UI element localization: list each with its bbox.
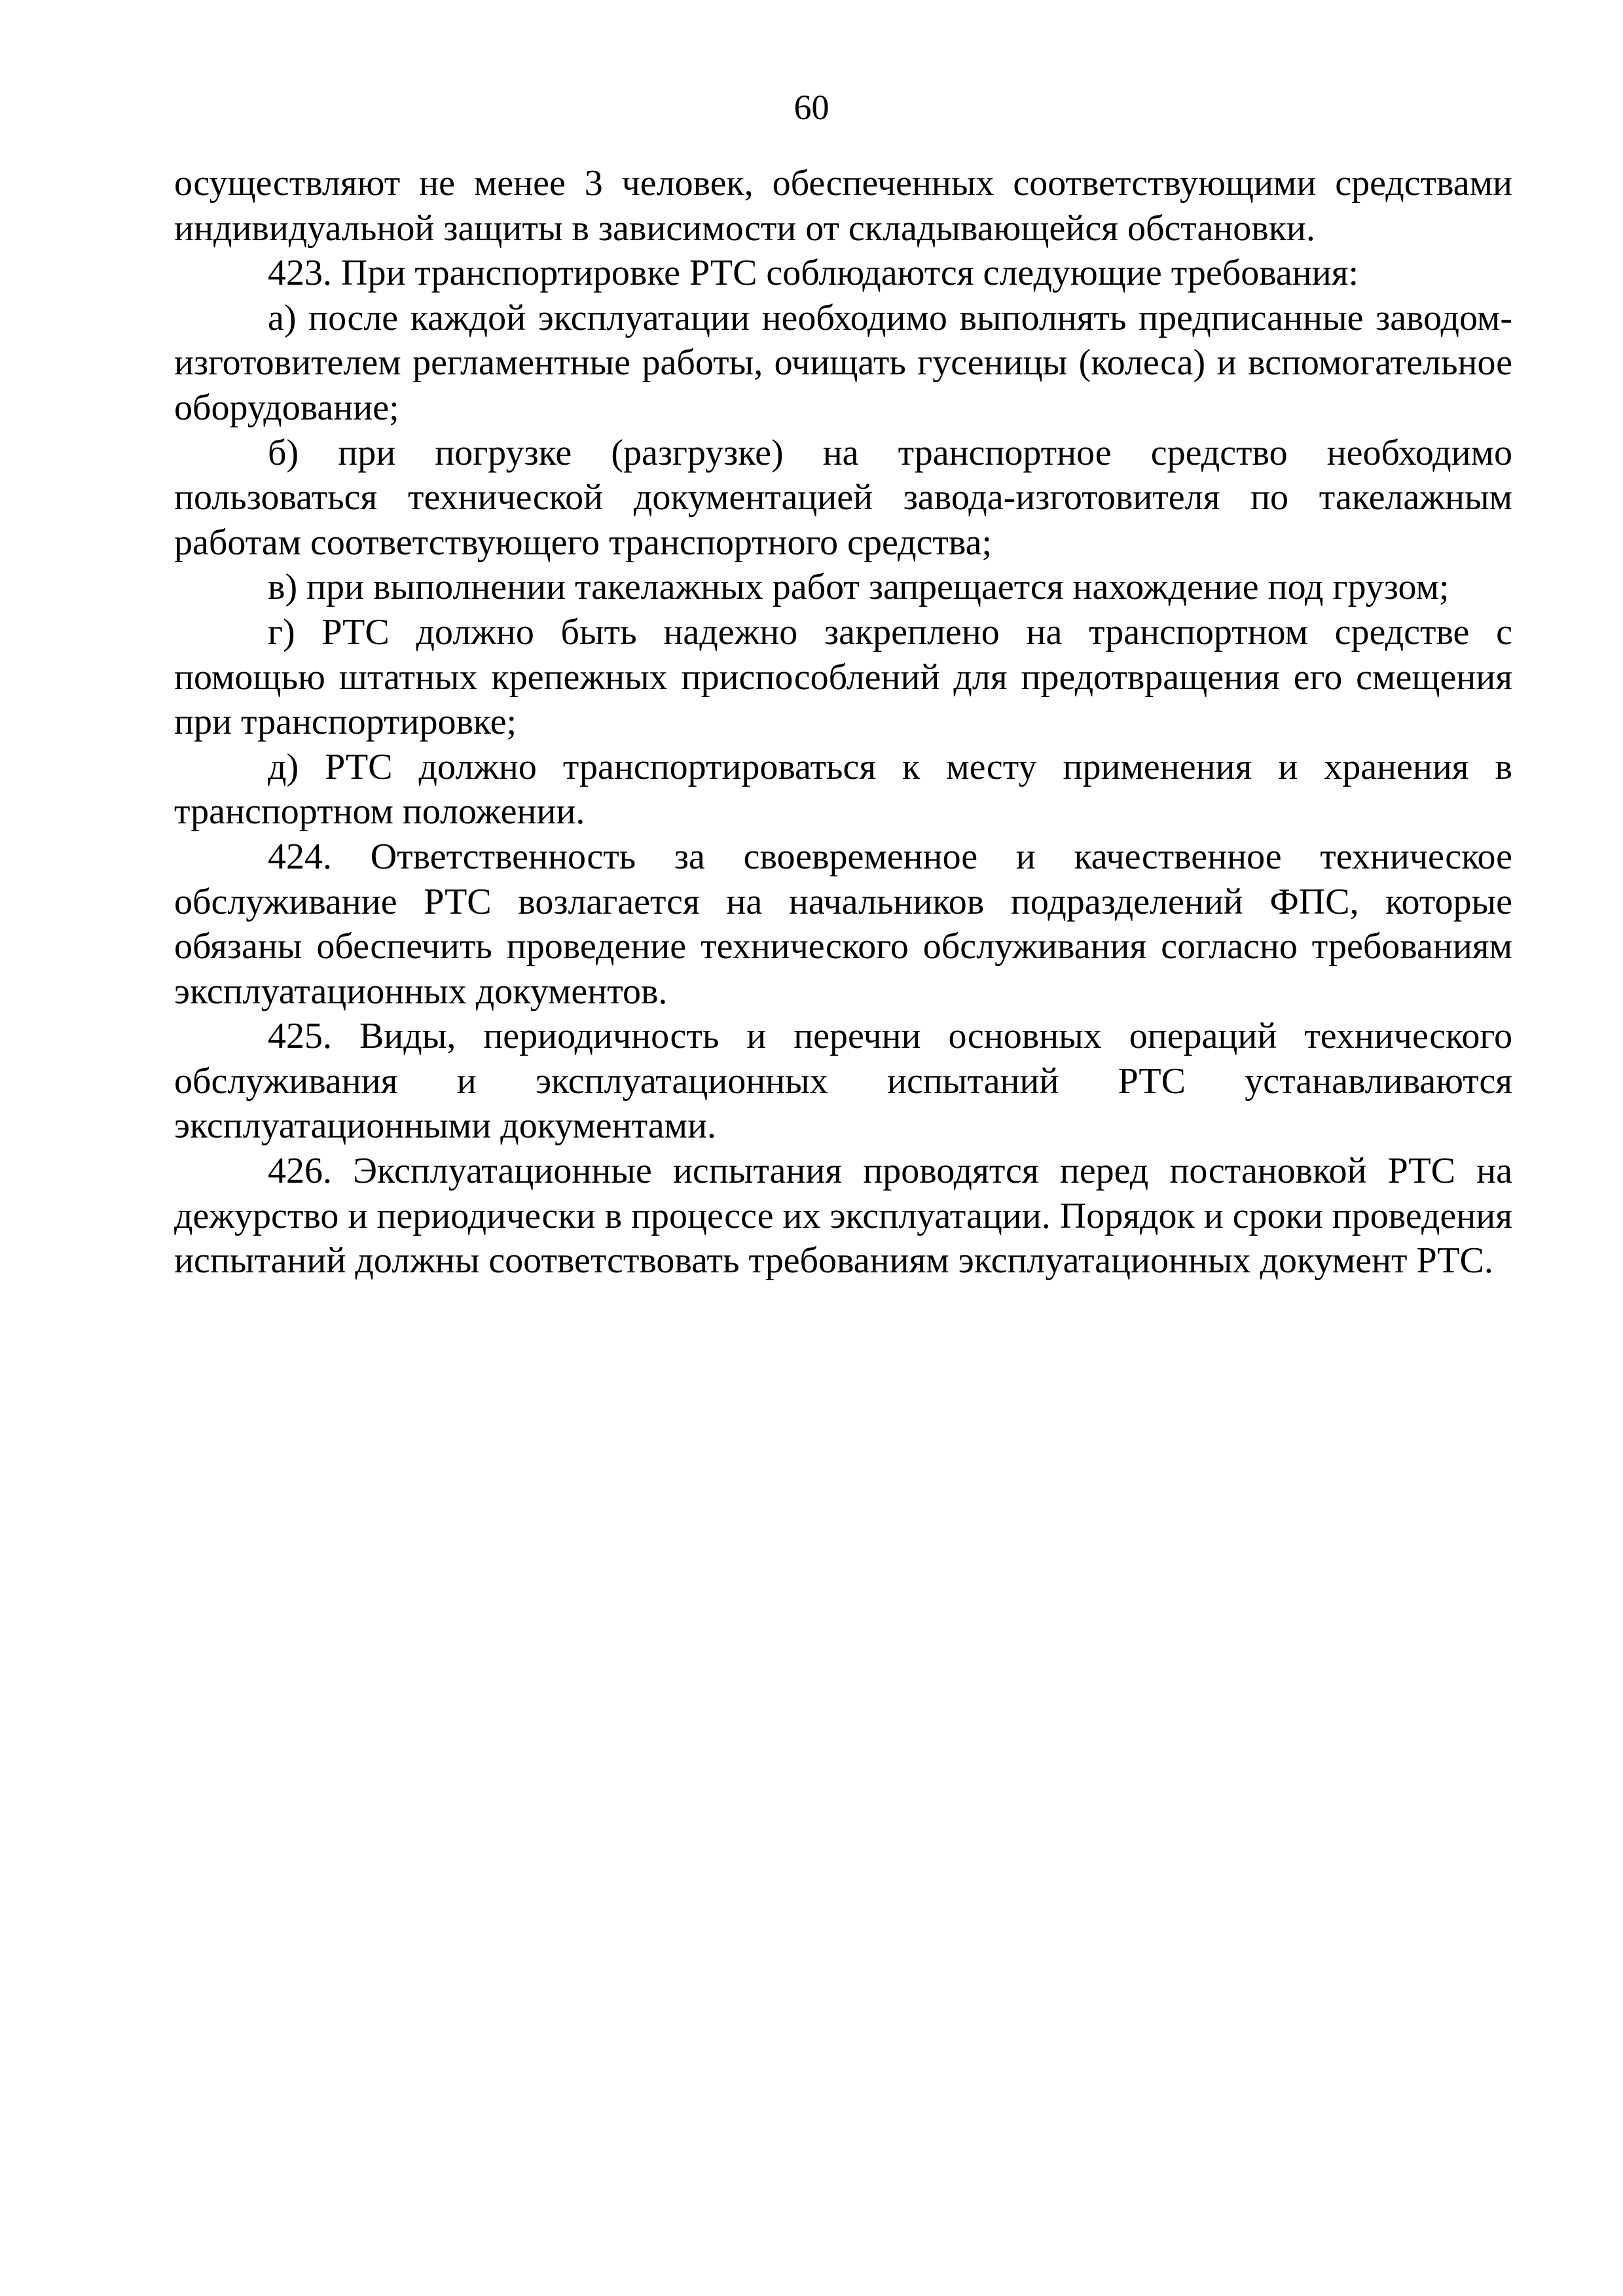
document-body xyxy=(174,161,1512,1283)
paragraph-423-b: б) при погрузке (разгрузке) на транспортное средство необходимо пользоваться технической документацией завода-изготовителя по такелажным работам соответствующего транспортного средства; xyxy=(174,432,1512,563)
paragraph-426: 426. Эксплуатационные испытания проводятся перед постановкой РТС на дежурство и периодически в процессе их эксплуатации. Порядок и сроки проведения испытаний должны соответствовать требованиям эксплуатационных документ РТС. xyxy=(174,1151,1512,1282)
paragraph-425: 425. Виды, периодичность и перечни основных операций технического обслуживания и эксплуатационных испытаний РТС устанавливаются эксплуатационными документами. xyxy=(174,1016,1512,1147)
page-number: 60 xyxy=(793,88,830,127)
paragraph-423: 423. При транспортировке РТС соблюдаются следующие требования: xyxy=(268,253,1359,294)
paragraph-423-a: а) после каждой эксплуатации необходимо выполнять предписанные заводом-изготовителем регламентные работы, очищать гусеницы (колеса) и вспомогательное оборудование; xyxy=(174,297,1512,428)
paragraph-423-g: г) РТС должно быть надежно закреплено на транспортном средстве с помощью штатных крепежных приспособлений для предотвращения его смещения при транспортировке; xyxy=(174,611,1512,743)
paragraph-continuation: осуществляют не менее 3 человек, обеспеченных соответствующими средствами индивидуальной защиты в зависимости от складывающейся обстановки. xyxy=(174,163,1512,249)
paragraph-423-v: в) при выполнении такелажных работ запрещается нахождение под грузом; xyxy=(268,567,1450,608)
paragraph-424: 424. Ответственность за своевременное и качественное техническое обслуживание РТС возлагается на начальников подразделений ФПС, которые обязаны обеспечить проведение технического обслуживания согласно требованиям эксплуатационных документов. xyxy=(174,836,1512,1012)
paragraph-423-d: д) РТС должно транспортироваться к месту применения и хранения в транспортном положении. xyxy=(174,746,1512,833)
